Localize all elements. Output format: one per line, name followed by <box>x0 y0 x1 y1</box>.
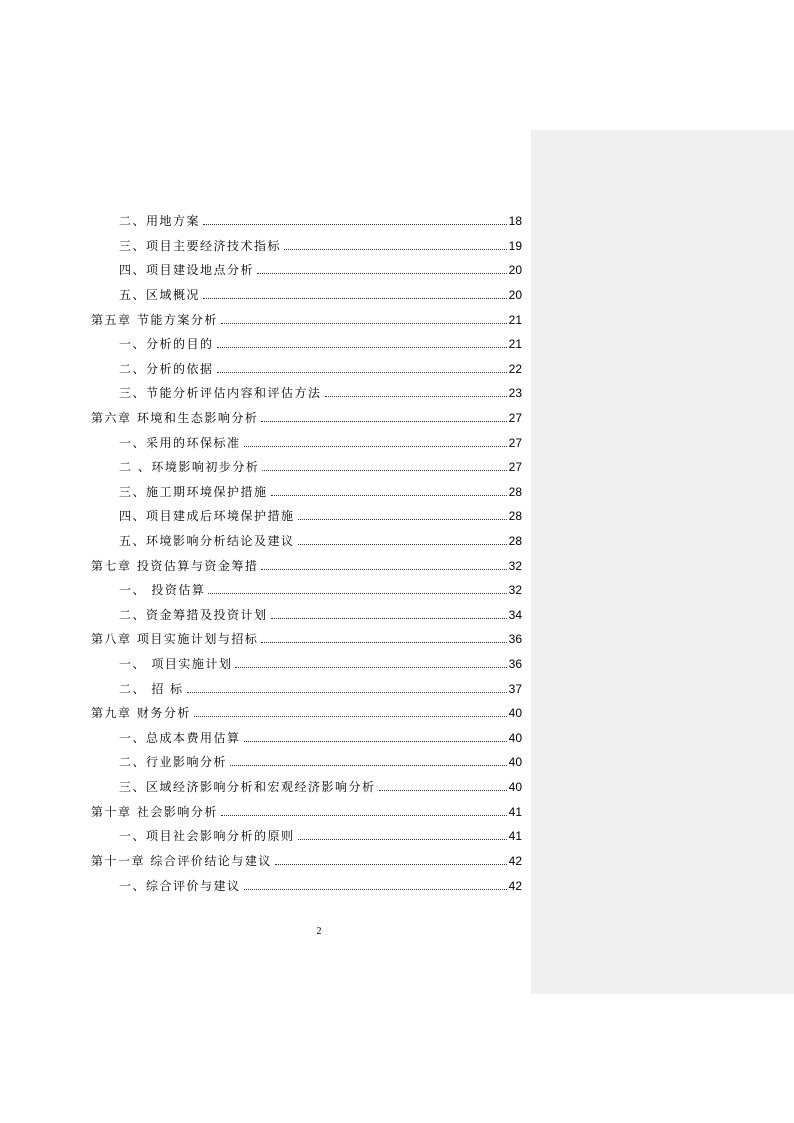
toc-chapter-entry[interactable] <box>91 626 522 646</box>
toc-entry-page: 21 <box>508 337 522 351</box>
dot-leader <box>208 593 506 594</box>
toc-entry-page: 19 <box>508 239 522 253</box>
toc-entry[interactable] <box>119 257 522 277</box>
toc-entry[interactable] <box>119 651 522 671</box>
toc-entry-page: 40 <box>508 755 522 769</box>
toc-entry[interactable] <box>119 823 522 843</box>
toc-entry-label: 三、区域经济影响分析和宏观经济影响分析 <box>119 780 376 794</box>
toc-entry-label: 三、施工期环境保护措施 <box>119 485 268 499</box>
dot-leader <box>262 470 506 471</box>
toc-entry-label: 第九章 财务分析 <box>91 706 191 720</box>
toc-entry-page: 28 <box>508 534 522 548</box>
toc-entry-label: 第六章 环境和生态影响分析 <box>91 411 259 425</box>
toc-entry-label: 五、区域概况 <box>119 288 201 302</box>
toc-entry-label: 第七章 投资估算与资金筹措 <box>91 559 259 573</box>
dot-leader <box>275 864 507 865</box>
toc-entry-label: 二、资金筹措及投资计划 <box>119 608 268 622</box>
dot-leader <box>379 790 507 791</box>
toc-entry-page: 36 <box>508 632 522 646</box>
dot-leader <box>298 519 507 520</box>
toc-entry[interactable] <box>119 479 522 499</box>
dot-leader <box>298 544 507 545</box>
dot-leader <box>325 396 507 397</box>
toc-entry-label: 第八章 项目实施计划与招标 <box>91 632 259 646</box>
toc-entry[interactable] <box>119 528 522 548</box>
dot-leader <box>257 273 507 274</box>
toc-entry-page: 40 <box>508 706 522 720</box>
toc-entry-page: 34 <box>508 608 522 622</box>
toc-entry[interactable] <box>119 380 522 400</box>
dot-leader <box>271 618 507 619</box>
toc-entry-label: 四、项目建成后环境保护措施 <box>119 509 295 523</box>
toc-entry-label: 二、用地方案 <box>119 214 201 228</box>
toc-entry-page: 40 <box>508 731 522 745</box>
dot-leader <box>244 889 507 890</box>
toc-entry-label: 第十章 社会影响分析 <box>91 805 218 819</box>
toc-entry-label: 一、项目社会影响分析的原则 <box>119 829 295 843</box>
page-number: 2 <box>316 926 322 937</box>
toc-entry-page: 41 <box>508 805 522 819</box>
toc-entry-label: 三、节能分析评估内容和评估方法 <box>119 386 322 400</box>
toc-entry-label: 第五章 节能方案分析 <box>91 313 218 327</box>
toc-entry-page: 27 <box>508 436 522 450</box>
dot-leader <box>261 642 506 643</box>
toc-entry-label: 二 、环境影响初步分析 <box>119 460 260 474</box>
toc-entry-label: 一、总成本费用估算 <box>119 731 241 745</box>
toc-entry[interactable] <box>119 577 522 597</box>
dot-leader <box>284 249 507 250</box>
toc-entry-page: 28 <box>508 509 522 523</box>
toc-entry-label: 一、综合评价与建议 <box>119 879 241 893</box>
toc-entry[interactable] <box>119 454 522 474</box>
toc-entry-label: 二、分析的依据 <box>119 362 214 376</box>
toc-entry-label: 一、分析的目的 <box>119 337 214 351</box>
toc-entry-page: 37 <box>508 682 522 696</box>
dot-leader <box>221 323 507 324</box>
toc-entry[interactable] <box>119 873 522 893</box>
toc-entry-page: 23 <box>508 386 522 400</box>
toc-entry-page: 21 <box>508 313 522 327</box>
toc-entry-page: 32 <box>508 583 522 597</box>
toc-entry-page: 40 <box>508 780 522 794</box>
toc-entry[interactable] <box>119 282 522 302</box>
toc-entry-label: 二、 招 标 <box>119 682 184 696</box>
toc-entry-label: 一、 项目实施计划 <box>119 657 233 671</box>
toc-entry[interactable] <box>119 503 522 523</box>
dot-leader <box>217 372 507 373</box>
toc-entry[interactable] <box>119 749 522 769</box>
dot-leader <box>235 667 506 668</box>
dot-leader <box>298 839 507 840</box>
dot-leader <box>203 298 507 299</box>
dot-leader <box>221 815 507 816</box>
toc-entry-label: 五、环境影响分析结论及建议 <box>119 534 295 548</box>
toc-entry-label: 三、项目主要经济技术指标 <box>119 239 282 253</box>
toc-chapter-entry[interactable] <box>91 405 522 425</box>
toc-entry[interactable] <box>119 356 522 376</box>
dot-leader <box>271 495 507 496</box>
toc-entry[interactable] <box>119 208 522 228</box>
toc-entry[interactable] <box>119 774 522 794</box>
toc-entry-page: 42 <box>508 854 522 868</box>
dot-leader <box>261 569 506 570</box>
toc-entry-label: 一、采用的环保标准 <box>119 436 241 450</box>
toc-chapter-entry[interactable] <box>91 799 522 819</box>
dot-leader <box>261 421 506 422</box>
toc-entry[interactable] <box>119 233 522 253</box>
toc-entry[interactable] <box>119 602 522 622</box>
toc-entry-page: 28 <box>508 485 522 499</box>
toc-chapter-entry[interactable] <box>91 307 522 327</box>
toc-entry[interactable] <box>119 725 522 745</box>
toc-entry-label: 二、行业影响分析 <box>119 755 228 769</box>
toc-entry-page: 36 <box>508 657 522 671</box>
toc-chapter-entry[interactable] <box>91 700 522 720</box>
toc-entry-page: 27 <box>508 460 522 474</box>
toc-entry[interactable] <box>119 331 522 351</box>
toc-entry-page: 22 <box>508 362 522 376</box>
dot-leader <box>217 347 507 348</box>
toc-chapter-entry[interactable] <box>91 553 522 573</box>
toc-entry-page: 27 <box>508 411 522 425</box>
toc-entry-page: 20 <box>508 263 522 277</box>
dot-leader <box>244 446 507 447</box>
dot-leader <box>203 224 507 225</box>
dot-leader <box>187 692 507 693</box>
toc-chapter-entry[interactable] <box>91 848 522 868</box>
toc-entry-page: 41 <box>508 829 522 843</box>
toc-entry-page: 42 <box>508 879 522 893</box>
dot-leader <box>230 765 507 766</box>
toc-entry-page: 18 <box>508 214 522 228</box>
dot-leader <box>244 741 507 742</box>
toc-entry-page: 20 <box>508 288 522 302</box>
toc-entry-label: 一、 投资估算 <box>119 583 206 597</box>
toc-entry[interactable] <box>119 676 522 696</box>
toc-entry-label: 第十一章 综合评价结论与建议 <box>91 854 272 868</box>
dot-leader <box>194 716 507 717</box>
toc-entry-label: 四、项目建设地点分析 <box>119 263 255 277</box>
toc-entry-page: 32 <box>508 559 522 573</box>
toc-entry[interactable] <box>119 430 522 450</box>
